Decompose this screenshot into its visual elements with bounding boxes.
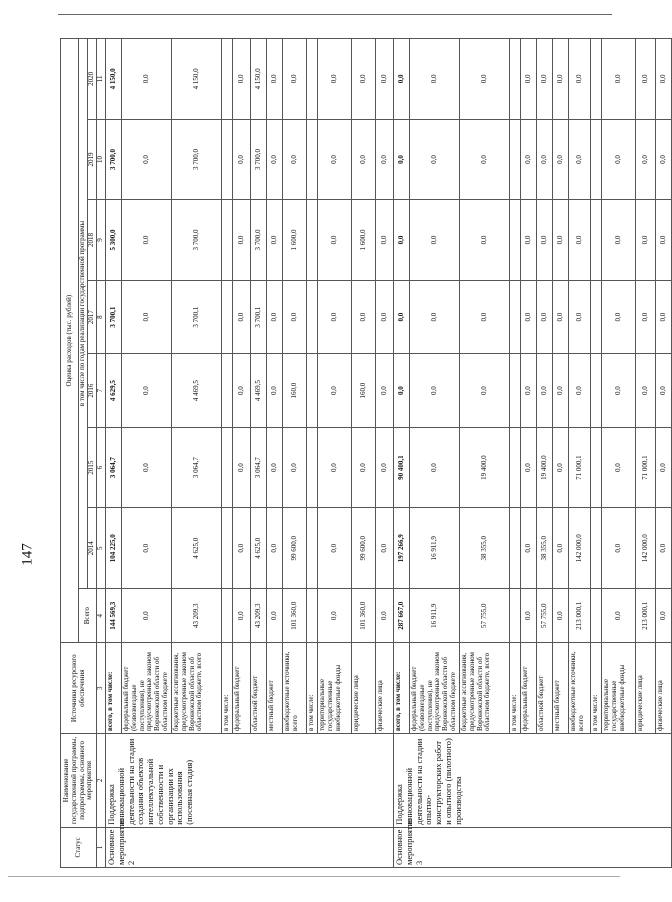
value-cell: 0,0 <box>656 354 672 428</box>
value-cell: 0,0 <box>122 200 172 281</box>
value-cell: 0,0 <box>410 39 460 120</box>
column-number: 4 <box>97 589 106 643</box>
status-cell: Основное мероприятие 2 <box>106 827 394 867</box>
value-cell <box>591 280 602 354</box>
value-cell <box>510 39 521 120</box>
column-number: 7 <box>97 354 106 428</box>
value-cell: 0,0 <box>376 589 394 643</box>
value-cell: 3 064,7 <box>106 427 122 508</box>
value-cell: 0,0 <box>656 427 672 508</box>
value-cell: 0,0 <box>656 508 672 589</box>
value-cell: 0,0 <box>602 508 636 589</box>
value-cell <box>222 280 233 354</box>
value-cell: 3 700,0 <box>172 119 222 200</box>
value-cell: 0,0 <box>521 200 537 281</box>
column-number: 9 <box>97 200 106 281</box>
value-cell: 0,0 <box>122 39 172 120</box>
source-cell: внебюджетные источники, всего <box>283 643 307 734</box>
header-year: 2015 <box>88 427 97 508</box>
value-cell: 0,0 <box>122 280 172 354</box>
value-cell: 4 469,5 <box>172 354 222 428</box>
value-cell: 0,0 <box>656 200 672 281</box>
value-cell: 3 064,7 <box>172 427 222 508</box>
column-number: 11 <box>97 39 106 120</box>
program-name-cell: Поддержка инновационной деятельности на стадии опытно-конструкторских работ и опытного (пилотного) производства <box>394 734 672 828</box>
value-cell: 71 000,1 <box>569 427 591 508</box>
value-cell: 0,0 <box>122 589 172 643</box>
value-cell: 0,0 <box>656 589 672 643</box>
value-cell: 90 400,1 <box>394 427 410 508</box>
value-cell: 0,0 <box>460 280 510 354</box>
value-cell: 0,0 <box>569 354 591 428</box>
value-cell <box>307 427 318 508</box>
value-cell: 0,0 <box>376 280 394 354</box>
value-cell: 0,0 <box>233 427 251 508</box>
value-cell: 0,0 <box>233 119 251 200</box>
column-number: 8 <box>97 280 106 354</box>
value-cell: 3 700,1 <box>172 280 222 354</box>
value-cell: 0,0 <box>602 354 636 428</box>
value-cell: 38 355,0 <box>537 508 553 589</box>
value-cell: 101 360,0 <box>352 589 376 643</box>
rotated-sheet <box>60 38 667 868</box>
value-cell: 0,0 <box>233 589 251 643</box>
value-cell: 57 755,0 <box>537 589 553 643</box>
value-cell: 0,0 <box>394 39 410 120</box>
header-year: 2019 <box>88 119 97 200</box>
value-cell: 197 266,9 <box>394 508 410 589</box>
source-cell: в том числе: <box>510 643 521 734</box>
value-cell: 43 209,3 <box>172 589 222 643</box>
source-cell: бюджетные ассигнования, предусмотренные законом Воронежской области об областном бюджете, всего <box>460 643 510 734</box>
source-cell: территориальные государственные внебюджетные фонды <box>602 643 636 734</box>
value-cell: 0,0 <box>267 280 283 354</box>
column-number: 10 <box>97 119 106 200</box>
value-cell: 0,0 <box>233 354 251 428</box>
source-cell: федеральный бюджет (безвозмездные поступления), не предусмотренные законом Воронежской области об областном бюджете <box>410 643 460 734</box>
value-cell: 0,0 <box>602 200 636 281</box>
header-total: Всего <box>79 589 97 643</box>
value-cell: 0,0 <box>569 200 591 281</box>
column-number: 6 <box>97 427 106 508</box>
value-cell: 5 300,0 <box>106 200 122 281</box>
value-cell: 99 600,0 <box>352 508 376 589</box>
header-source: Источники ресурсного обеспечения <box>61 643 97 734</box>
value-cell: 0,0 <box>636 119 656 200</box>
value-cell: 0,0 <box>636 200 656 281</box>
value-cell: 0,0 <box>521 39 537 120</box>
value-cell <box>222 427 233 508</box>
value-cell: 0,0 <box>122 354 172 428</box>
value-cell <box>222 589 233 643</box>
value-cell: 19 400,0 <box>537 427 553 508</box>
budget-table <box>60 38 672 868</box>
value-cell: 0,0 <box>376 354 394 428</box>
source-cell: местный бюджет <box>553 643 569 734</box>
table-row <box>106 39 122 868</box>
value-cell: 0,0 <box>656 39 672 120</box>
value-cell <box>591 39 602 120</box>
value-cell: 0,0 <box>521 427 537 508</box>
value-cell <box>591 508 602 589</box>
value-cell: 3 700,0 <box>251 119 267 200</box>
value-cell: 0,0 <box>376 427 394 508</box>
value-cell <box>307 39 318 120</box>
value-cell: 0,0 <box>553 119 569 200</box>
table-row <box>394 39 410 868</box>
value-cell: 0,0 <box>636 354 656 428</box>
value-cell <box>307 119 318 200</box>
column-number: 5 <box>97 508 106 589</box>
value-cell <box>222 354 233 428</box>
value-cell <box>591 200 602 281</box>
value-cell: 0,0 <box>394 280 410 354</box>
source-cell: всего, в том числе: <box>106 643 122 734</box>
value-cell: 0,0 <box>521 119 537 200</box>
value-cell: 0,0 <box>602 427 636 508</box>
value-cell: 0,0 <box>537 39 553 120</box>
value-cell <box>510 427 521 508</box>
column-number: 1 <box>97 827 106 867</box>
header-name: Наименование государственной программы, подпрограммы, основного мероприятия <box>61 734 97 828</box>
value-cell <box>222 119 233 200</box>
value-cell: 0,0 <box>318 39 352 120</box>
source-cell: областной бюджет <box>537 643 553 734</box>
value-cell: 0,0 <box>553 354 569 428</box>
value-cell: 0,0 <box>352 427 376 508</box>
value-cell <box>307 280 318 354</box>
value-cell: 0,0 <box>394 200 410 281</box>
header-year: 2017 <box>88 280 97 354</box>
source-cell: федеральный бюджет <box>521 643 537 734</box>
header-estimate: Оценка расходов (тыс. рублей) <box>61 39 79 643</box>
value-cell: 1 600,0 <box>283 200 307 281</box>
value-cell: 0,0 <box>602 39 636 120</box>
value-cell: 0,0 <box>602 589 636 643</box>
value-cell: 1 600,0 <box>352 200 376 281</box>
header-by-years: в том числе по годам реализации государственной программы <box>79 39 88 589</box>
value-cell: 104 225,0 <box>106 508 122 589</box>
value-cell: 0,0 <box>656 119 672 200</box>
value-cell: 4 625,0 <box>172 508 222 589</box>
value-cell: 0,0 <box>602 119 636 200</box>
value-cell: 0,0 <box>267 39 283 120</box>
value-cell: 0,0 <box>267 354 283 428</box>
value-cell <box>222 508 233 589</box>
value-cell: 0,0 <box>394 119 410 200</box>
value-cell: 0,0 <box>410 427 460 508</box>
source-cell: бюджетные ассигнования, предусмотренные законом Воронежской области об областном бюджете, всего <box>172 643 222 734</box>
source-cell: в том числе: <box>307 643 318 734</box>
value-cell: 3 064,7 <box>251 427 267 508</box>
value-cell: 0,0 <box>537 200 553 281</box>
value-cell: 0,0 <box>537 280 553 354</box>
value-cell: 3 700,0 <box>172 200 222 281</box>
source-cell: юридические лица <box>636 643 656 734</box>
value-cell: 0,0 <box>233 200 251 281</box>
value-cell: 0,0 <box>233 508 251 589</box>
value-cell: 0,0 <box>318 427 352 508</box>
rotated-table-frame <box>60 38 667 868</box>
value-cell: 0,0 <box>283 427 307 508</box>
value-cell <box>591 427 602 508</box>
value-cell: 0,0 <box>233 280 251 354</box>
value-cell: 57 755,0 <box>460 589 510 643</box>
value-cell: 0,0 <box>460 39 510 120</box>
value-cell: 0,0 <box>537 119 553 200</box>
value-cell: 0,0 <box>267 589 283 643</box>
value-cell: 0,0 <box>267 427 283 508</box>
source-cell: федеральный бюджет <box>233 643 251 734</box>
value-cell: 142 000,0 <box>569 508 591 589</box>
value-cell: 0,0 <box>318 508 352 589</box>
value-cell: 4 150,0 <box>106 39 122 120</box>
value-cell: 160,0 <box>283 354 307 428</box>
source-cell: территориальные государственные внебюджетные фонды <box>318 643 352 734</box>
value-cell <box>591 119 602 200</box>
header-status: Статус <box>61 827 97 867</box>
value-cell: 43 209,3 <box>251 589 267 643</box>
header-year: 2014 <box>88 508 97 589</box>
value-cell: 142 000,0 <box>636 508 656 589</box>
page-number: 147 <box>19 543 36 566</box>
value-cell: 0,0 <box>521 280 537 354</box>
value-cell <box>307 354 318 428</box>
value-cell: 16 911,9 <box>410 508 460 589</box>
source-cell: юридические лица <box>352 643 376 734</box>
value-cell: 0,0 <box>553 39 569 120</box>
value-cell: 0,0 <box>553 280 569 354</box>
value-cell: 4 629,5 <box>106 354 122 428</box>
source-cell: в том числе: <box>222 643 233 734</box>
value-cell: 0,0 <box>410 200 460 281</box>
value-cell: 4 469,5 <box>251 354 267 428</box>
bottom-rule <box>8 876 620 877</box>
value-cell <box>222 39 233 120</box>
value-cell: 0,0 <box>460 354 510 428</box>
value-cell: 0,0 <box>553 427 569 508</box>
value-cell: 0,0 <box>318 589 352 643</box>
value-cell: 0,0 <box>602 280 636 354</box>
value-cell <box>307 589 318 643</box>
value-cell: 0,0 <box>122 508 172 589</box>
value-cell <box>222 200 233 281</box>
value-cell: 16 911,9 <box>410 589 460 643</box>
value-cell: 3 700,0 <box>106 119 122 200</box>
value-cell: 4 150,0 <box>251 39 267 120</box>
status-cell: Основное мероприятие 3 <box>394 827 672 867</box>
value-cell <box>591 589 602 643</box>
value-cell: 0,0 <box>394 354 410 428</box>
source-cell: физические лица <box>656 643 672 734</box>
value-cell: 0,0 <box>376 508 394 589</box>
source-cell: федеральный бюджет (безвозмездные поступления), не предусмотренные законом Воронежской области об областном бюджете <box>122 643 172 734</box>
value-cell <box>307 200 318 281</box>
value-cell: 71 000,1 <box>636 427 656 508</box>
source-cell: всего, в том числе: <box>394 643 410 734</box>
value-cell: 3 700,0 <box>251 200 267 281</box>
value-cell: 0,0 <box>352 280 376 354</box>
value-cell: 0,0 <box>318 280 352 354</box>
header-year: 2018 <box>88 200 97 281</box>
value-cell: 0,0 <box>267 119 283 200</box>
value-cell: 144 569,3 <box>106 589 122 643</box>
value-cell: 38 355,0 <box>460 508 510 589</box>
value-cell: 0,0 <box>569 119 591 200</box>
value-cell: 0,0 <box>636 39 656 120</box>
value-cell: 160,0 <box>352 354 376 428</box>
header-year: 2016 <box>88 354 97 428</box>
value-cell: 0,0 <box>318 119 352 200</box>
value-cell: 0,0 <box>352 119 376 200</box>
value-cell: 3 700,1 <box>106 280 122 354</box>
value-cell: 0,0 <box>521 589 537 643</box>
value-cell: 0,0 <box>318 354 352 428</box>
value-cell <box>510 280 521 354</box>
value-cell: 0,0 <box>569 39 591 120</box>
value-cell: 0,0 <box>233 39 251 120</box>
value-cell: 0,0 <box>376 200 394 281</box>
header-year: 2020 <box>88 39 97 120</box>
value-cell: 0,0 <box>521 354 537 428</box>
value-cell: 0,0 <box>537 354 553 428</box>
value-cell: 0,0 <box>460 200 510 281</box>
value-cell: 0,0 <box>376 119 394 200</box>
value-cell: 0,0 <box>521 508 537 589</box>
column-number: 3 <box>97 643 106 734</box>
value-cell <box>591 354 602 428</box>
value-cell <box>510 354 521 428</box>
value-cell: 0,0 <box>636 280 656 354</box>
value-cell: 287 667,0 <box>394 589 410 643</box>
value-cell: 3 700,1 <box>251 280 267 354</box>
value-cell: 213 000,1 <box>636 589 656 643</box>
value-cell: 213 000,1 <box>569 589 591 643</box>
source-cell: внебюджетные источники, всего <box>569 643 591 734</box>
value-cell: 0,0 <box>553 508 569 589</box>
value-cell: 0,0 <box>460 119 510 200</box>
source-cell: в том числе: <box>591 643 602 734</box>
value-cell: 101 360,0 <box>283 589 307 643</box>
program-name-cell: Поддержка инновационной деятельности на стадии создания объектов интеллектуальной собственности и организации их использования (посевная стадия) <box>106 734 394 828</box>
value-cell: 0,0 <box>410 354 460 428</box>
value-cell <box>510 589 521 643</box>
value-cell: 0,0 <box>656 280 672 354</box>
value-cell: 0,0 <box>376 39 394 120</box>
value-cell <box>510 200 521 281</box>
value-cell <box>307 508 318 589</box>
value-cell: 0,0 <box>122 427 172 508</box>
value-cell: 0,0 <box>267 508 283 589</box>
value-cell: 99 600,0 <box>283 508 307 589</box>
value-cell: 0,0 <box>283 119 307 200</box>
value-cell: 19 400,0 <box>460 427 510 508</box>
column-number: 2 <box>97 734 106 828</box>
value-cell: 4 625,0 <box>251 508 267 589</box>
source-cell: физические лица <box>376 643 394 734</box>
value-cell: 0,0 <box>553 200 569 281</box>
value-cell: 0,0 <box>283 39 307 120</box>
value-cell <box>510 119 521 200</box>
top-rule <box>58 14 612 15</box>
value-cell: 0,0 <box>569 280 591 354</box>
value-cell: 0,0 <box>283 280 307 354</box>
value-cell: 4 150,0 <box>172 39 222 120</box>
value-cell: 0,0 <box>318 200 352 281</box>
source-cell: местный бюджет <box>267 643 283 734</box>
value-cell: 0,0 <box>122 119 172 200</box>
source-cell: областной бюджет <box>251 643 267 734</box>
value-cell: 0,0 <box>410 119 460 200</box>
value-cell: 0,0 <box>352 39 376 120</box>
value-cell: 0,0 <box>267 200 283 281</box>
value-cell: 0,0 <box>553 589 569 643</box>
value-cell: 0,0 <box>410 280 460 354</box>
value-cell <box>510 508 521 589</box>
